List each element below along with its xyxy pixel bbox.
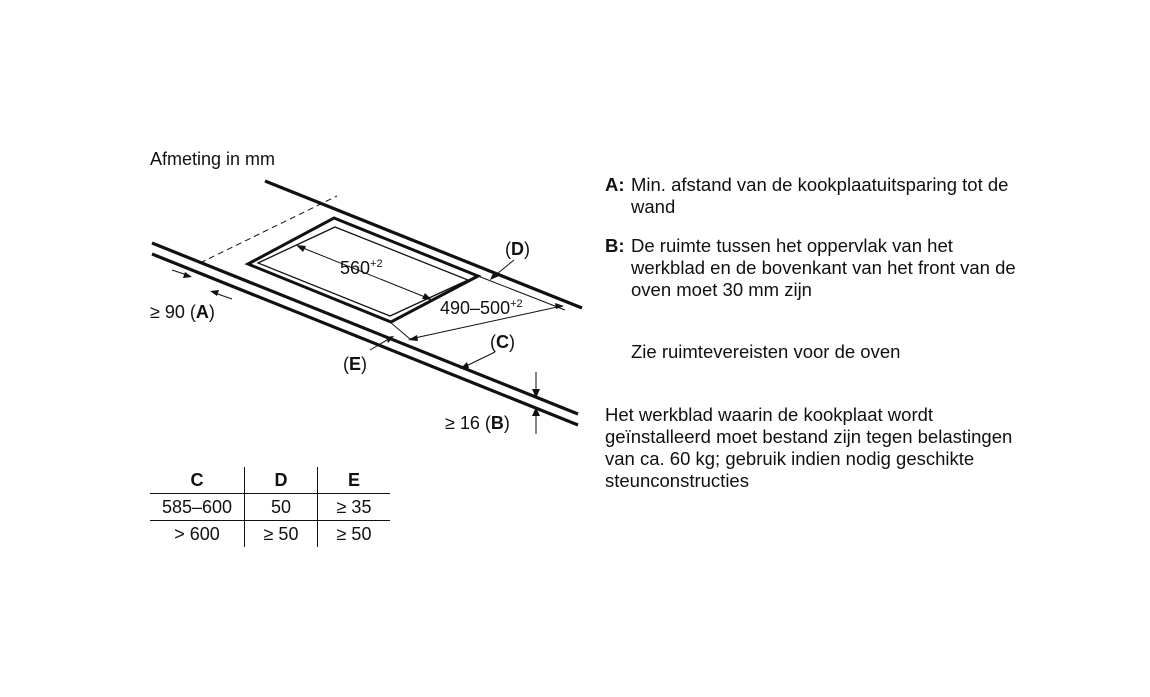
note-oven: Zie ruimtevereisten voor de oven <box>631 341 901 362</box>
note-a-text: Min. afstand van de kookplaatuitsparing tot de wand <box>631 174 1009 217</box>
note-b-text: De ruimte tussen het oppervlak van het werkblad en de bovenkant van het front van de oven moet 30 mm zijn <box>631 235 1016 300</box>
note-b <box>605 235 1021 301</box>
table-row <box>150 521 390 548</box>
label-e: (E) <box>343 354 368 374</box>
width-dimension-label: $560^{+2}$ <box>340 258 383 278</box>
note-a <box>605 174 1021 218</box>
label-c: (C) <box>490 332 515 352</box>
dimension-table <box>150 467 390 547</box>
table-cell: ≥ 50 <box>245 521 318 548</box>
label-b: ≥ 16 (B) <box>445 413 510 433</box>
leader-c <box>460 352 495 369</box>
table-cell: 585–600 <box>150 494 245 521</box>
table-cell: 50 <box>245 494 318 521</box>
table-header-row <box>150 467 390 494</box>
table-header: C <box>150 467 245 494</box>
note-b-key: B: <box>605 235 625 256</box>
depth-dimension-label: $490-500^{+2}$ <box>440 298 523 318</box>
table-cell: > 600 <box>150 521 245 548</box>
caption: Afmeting in mm <box>150 149 276 169</box>
dimension-b <box>532 372 540 434</box>
table-header: E <box>318 467 391 494</box>
note-a-key: A: <box>605 174 625 195</box>
table-cell: ≥ 35 <box>318 494 391 521</box>
table-cell: ≥ 50 <box>336 523 372 544</box>
table-row <box>150 494 390 521</box>
label-d: (D) <box>505 239 530 259</box>
note-worktop: Het werkblad waarin de kookplaat wordt geïnstalleerd moet bestand zijn tegen belastingen van ca. 60 kg; gebruik indien nodig geschikte steunconstructies <box>605 404 1013 491</box>
label-a: ≥ 90 (A) <box>150 302 215 322</box>
table-header: D <box>245 467 318 494</box>
